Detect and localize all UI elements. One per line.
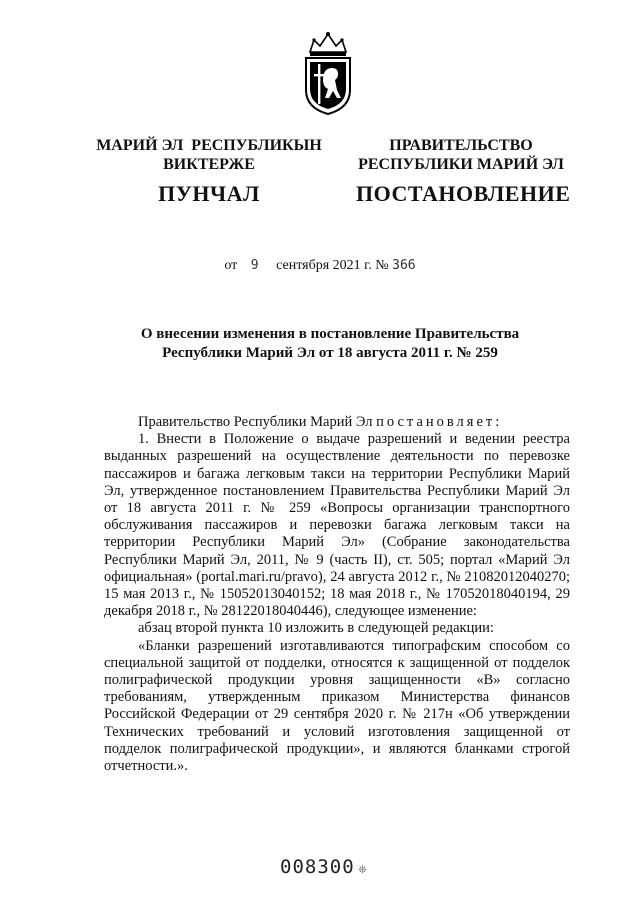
preamble-verb: постановляет: xyxy=(376,414,503,430)
document-body xyxy=(104,414,570,775)
preamble-text: Правительство Республики Марий Эл xyxy=(138,414,373,430)
title-line1: О внесении изменения в постановление Правительства xyxy=(140,326,520,342)
header-left-line2: ВИКТЕРЖЕ xyxy=(163,156,255,173)
body-paragraph-3: «Бланки разрешений изготавливаются типографским способом со специальной защитой от подделки, относятся к защищенной от подделок полиграфической продукции уровня защищенности «В» согласно требованиям, утвержденным приказом Министерства финансов Российской Федерации от 29 сентября 2020 г. № 217н «Об утверждении Технических требований и условий изготовления защищенной от подделок полиграфической продукции», и являются бланками строгой отчетности.». xyxy=(104,637,570,775)
date-line xyxy=(0,258,640,274)
serial-mark-icon: ❊ xyxy=(358,862,368,877)
header-left-doc-type: ПУНЧАЛ xyxy=(158,181,260,206)
body-paragraph-1: 1. Внести в Положение о выдаче разрешений и ведении реестра выданных разрешений на осуществление деятельности по перевозке пассажиров и багажа легковым такси на территории Республики Марий Эл, утвержденное постановлением Правительства Республики Марий Эл от 18 августа 2011 г. № 259 «Вопросы организации транспортного обслуживания пассажиров и перевозки багажа легковым такси на территории Республики Марий Эл» (Собрание законодательства Республики Марий Эл, 2011, № 9 (часть II), ст. 505; портал «Марий Эл официальная» (portal.mari.ru/pravo), 24 августа 2012 г., № 21082012040270; 15 мая 2013 г., № 15052013040152; 18 мая 2018 г., № 17052018040194, 29 декабря 2018 г., № 28122018040446), следующее изменение: xyxy=(104,431,570,620)
header-right xyxy=(356,136,571,206)
header-left-line1: МАРИЙ ЭЛ РЕСПУБЛИКЫН xyxy=(96,137,322,154)
serial-digits: 008300 xyxy=(280,856,355,878)
header-right-line1: ПРАВИТЕЛЬСТВО xyxy=(389,137,533,154)
serial-number xyxy=(280,856,367,878)
header-right-doc-type: ПОСТАНОВЛЕНИЕ xyxy=(356,181,571,206)
header-right-line2: РЕСПУБЛИКИ МАРИЙ ЭЛ xyxy=(358,156,564,173)
body-preamble xyxy=(104,414,570,431)
title-line2: Республики Марий Эл от 18 августа 2011 г. № 259 xyxy=(162,345,498,361)
date-day: 9 xyxy=(250,258,259,273)
header-left xyxy=(96,136,322,206)
decree-number: 366 xyxy=(392,258,416,273)
body-paragraph-2: абзац второй пункта 10 изложить в следующей редакции: xyxy=(138,620,494,637)
date-prefix: от xyxy=(224,258,238,273)
date-month-year: сентября 2021 г. № xyxy=(276,258,389,273)
document-title xyxy=(100,325,560,363)
coat-of-arms-icon xyxy=(298,30,358,116)
